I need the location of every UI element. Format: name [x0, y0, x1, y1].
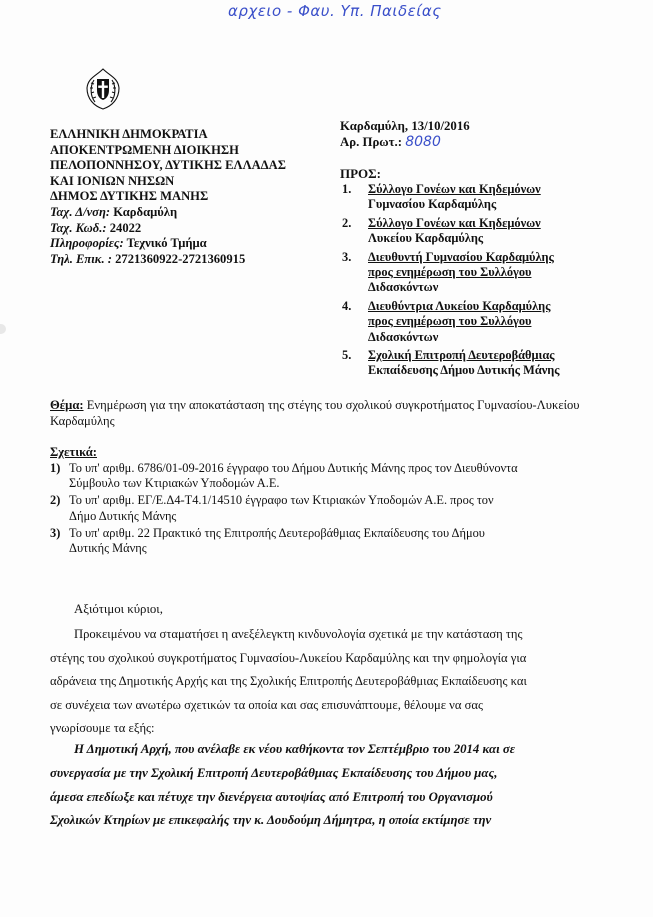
paragraph-line: Σχολικών Κτηρίων με επικεφαλής την κ. Δουδούμη Δήμητρα, η οποία εκτίμησε την	[50, 813, 492, 828]
recipient-line: προς ενημέρωση του Συλλόγου	[368, 265, 532, 280]
punch-hole-mark	[0, 324, 6, 334]
recipient-line: Διδασκόντων	[368, 280, 439, 295]
reference-item	[50, 493, 610, 523]
handwritten-note: αρχειο - Φαυ. Υπ. Παιδείας	[228, 2, 442, 20]
field-value: Τεχνικό Τμήμα	[123, 236, 207, 251]
recipient-line: Διδασκόντων	[368, 329, 439, 344]
paragraph-line: στέγης του σχολικού συγκροτήματος Γυμνασίου-Λυκείου Καρδαμύλης και την φημολογία για	[50, 650, 527, 665]
recipient-number: 4.	[342, 298, 352, 313]
reference-line: Δήμο Δυτικής Μάνης	[69, 508, 177, 523]
reference-number: 3)	[50, 525, 61, 540]
recipient-line: Λυκείου Καρδαμύλης	[368, 231, 484, 246]
document-meta	[340, 118, 470, 150]
reference-item	[50, 526, 610, 556]
place-date: Καρδαμύλη, 13/10/2016	[340, 119, 470, 133]
reference-line: Το υπ' αριθμ. 22 Πρακτικό της Επιτροπής Δευτεροβάθμιας Εκπαίδευσης του Δήμου	[69, 525, 485, 540]
recipient-item	[340, 216, 640, 247]
recipient-number: 5.	[342, 348, 352, 363]
reference-number: 1)	[50, 461, 61, 475]
references-title: Σχετικά:	[50, 445, 97, 459]
recipient-line: προς ενημέρωση του Συλλόγου	[368, 314, 532, 329]
reference-line: Το υπ' αριθμ. ΕΓ/Ε.Δ4-Τ4.1/14510 έγγραφο των Κτιριακών Υποδομών Α.Ε. προς τον	[69, 493, 494, 508]
recipient-item	[340, 182, 640, 213]
recipient-line: Διευθυντή Γυμνασίου Καρδαμύλης	[368, 249, 554, 264]
sender-field-info	[50, 236, 286, 252]
sender-block	[50, 127, 286, 267]
paragraph-line: αδράνεια της Δημοτικής Αρχής και της Σχολικής Επιτροπής Δευτεροβάθμιας Εκπαίδευσης και	[50, 674, 527, 689]
greek-coat-of-arms-icon	[80, 66, 126, 112]
field-label: Πληροφορίες:	[50, 236, 124, 251]
field-label: Ταχ. Δ/νση:	[50, 204, 111, 219]
sender-field-phone	[50, 252, 286, 268]
sender-line: ΠΕΛΟΠΟΝΝΗΣΟΥ, ΔΥΤΙΚΗΣ ΕΛΛΑΔΑΣ	[50, 158, 286, 173]
sender-line: ΕΛΛΗΝΙΚΗ ΔΗΜΟΚΡΑΤΙΑ	[50, 127, 208, 141]
recipient-line: Σύλλογο Γονέων και Κηδεμόνων	[368, 182, 541, 196]
subject-text: Ενημέρωση για την αποκατάσταση της στέγης του σχολικού συγκροτήματος Γυμνασίου-Λυκείου Καρδαμύλης	[50, 398, 580, 428]
field-value: 2721360922-2721360915	[111, 251, 246, 266]
field-label: Ταχ. Κωδ.:	[50, 220, 107, 235]
sender-line: ΑΠΟΚΕΝΤΡΩΜΕΝΗ ΔΙΟΙΚΗΣΗ	[50, 142, 239, 157]
body-paragraph-2	[50, 738, 610, 833]
paragraph-line: Η Δημοτική Αρχή, που ανέλαβε εκ νέου καθήκοντα τον Σεπτέμβριο του 2014 και σε	[74, 742, 516, 756]
recipient-line: Σχολική Επιτροπή Δευτεροβάθμιας	[368, 348, 555, 363]
paragraph-line: γνωρίσουμε τα εξής:	[50, 721, 155, 736]
protocol-number: 8080	[405, 134, 441, 150]
reference-item	[50, 461, 610, 491]
reference-line: Σύμβουλο των Κτιριακών Υποδομών Α.Ε.	[69, 476, 280, 491]
protocol-line	[340, 134, 470, 150]
subject-label: Θέμα:	[50, 398, 84, 412]
recipient-number: 3.	[342, 249, 352, 264]
reference-line: Το υπ' αριθμ. 6786/01-09-2016 έγγραφο του Δήμου Δυτικής Μάνης προς τον Διευθύνοντα	[69, 461, 518, 475]
paragraph-line: σε συνέχεια των ανωτέρω σχετικών τα οποία και σας επισυνάπτουμε, θέλουμε να σας	[50, 697, 483, 712]
recipient-line: Γυμνασίου Καρδαμύλης	[368, 197, 497, 212]
recipient-item	[340, 299, 640, 345]
sender-line: ΚΑΙ ΙΟΝΙΩΝ ΝΗΣΩΝ	[50, 173, 175, 188]
field-value: 24022	[106, 220, 142, 235]
field-label: Τηλ. Επικ. :	[50, 251, 112, 266]
sender-field-address	[50, 205, 286, 221]
field-value: Καρδαμύλη	[110, 204, 178, 219]
recipient-item	[340, 250, 640, 296]
recipient-line: Εκπαίδευσης Δήμου Δυτικής Μάνης	[368, 363, 560, 378]
reference-number: 2)	[50, 493, 61, 508]
recipients-list	[340, 182, 640, 382]
recipient-number: 2.	[342, 215, 352, 230]
reference-line: Δυτικής Μάνης	[69, 541, 147, 556]
protocol-label: Αρ. Πρωτ.:	[340, 135, 403, 149]
recipients-title: ΠΡΟΣ:	[340, 166, 381, 181]
recipient-item	[340, 348, 640, 379]
paragraph-line: άμεσα επεδίωξε και πέτυχε την διενέργεια αυτοψίας από Επιτροπή του Οργανισμού	[50, 789, 493, 804]
subject-block	[50, 398, 590, 429]
recipient-line: Σύλλογο Γονέων και Κηδεμόνων	[368, 215, 541, 230]
paragraph-line: συνεργασία με την Σχολική Επιτροπή Δευτεροβάθμιας Εκπαίδευσης του Δήμου μας,	[50, 765, 498, 780]
sender-line: ΔΗΜΟΣ ΔΥΤΙΚΗΣ ΜΑΝΗΣ	[50, 189, 209, 204]
references-list	[50, 461, 610, 558]
body-paragraph-1	[50, 623, 610, 741]
sender-field-postcode	[50, 221, 286, 237]
greeting: Αξιότιμοι κύριοι,	[74, 602, 163, 616]
recipient-line: Διευθύντρια Λυκείου Καρδαμύλης	[368, 298, 551, 313]
paragraph-line: Προκειμένου να σταματήσει η ανεξέλεγκτη κινδυνολογία σχετικά με την κατάσταση της	[74, 627, 523, 641]
recipient-number: 1.	[342, 182, 352, 196]
